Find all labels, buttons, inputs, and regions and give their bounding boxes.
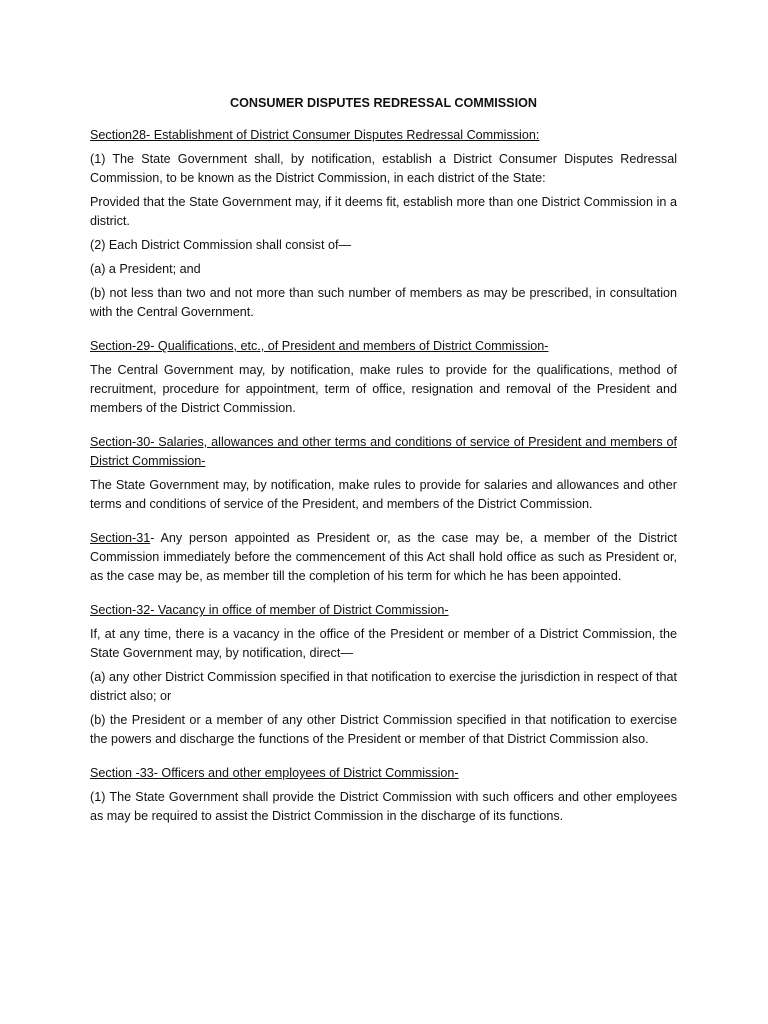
section-29-para-1: The Central Government may, by notification, make rules to provide for the qualifications, method of recruitment, procedure for appointment, term of office, resignation and removal of the President and members of the District Commission. bbox=[90, 363, 677, 415]
section-28-para-3: (2) Each District Commission shall consist of— bbox=[90, 238, 352, 252]
section-31-text: - Any person appointed as President or, as the case may be, a member of the District Commission immediately before the commencement of this Act shall hold office as such as President or, as the case may be, as member till the completion of his term for which he has been appointed. bbox=[90, 531, 677, 583]
section-28-heading bbox=[90, 126, 677, 145]
section-32-heading-text: Section-32- Vacancy in office of member of District Commission- bbox=[90, 603, 449, 617]
section-31-label: Section-31 bbox=[90, 531, 151, 545]
section-32-para-1: If, at any time, there is a vacancy in the office of the President or member of a District Commission, the State Government may, by notification, direct— bbox=[90, 627, 677, 660]
section-33-heading bbox=[90, 764, 677, 783]
section-30-heading-text: Section-30- Salaries, allowances and other terms and conditions of service of President and members of District Commission- bbox=[90, 435, 677, 468]
section-31-paragraph bbox=[90, 529, 677, 586]
spacer bbox=[90, 519, 677, 529]
section-32-para-2: (a) any other District Commission specified in that notification to exercise the jurisdiction in respect of that district also; or bbox=[90, 670, 677, 703]
section-32-para-3: (b) the President or a member of any other District Commission specified in that notification to exercise the powers and discharge the functions of the President or member of that District Commission also. bbox=[90, 713, 677, 746]
section-33-para-1: (1) The State Government shall provide the District Commission with such officers and other employees as may be required to assist the District Commission in the discharge of its functions. bbox=[90, 790, 677, 823]
spacer bbox=[90, 423, 677, 433]
document-page bbox=[90, 94, 677, 831]
spacer bbox=[90, 754, 677, 764]
section-28-para-5: (b) not less than two and not more than such number of members as may be prescribed, in consultation with the Central Government. bbox=[90, 286, 677, 319]
section-29-heading bbox=[90, 337, 677, 356]
section-29-heading-text: Section-29- Qualifications, etc., of President and members of District Commission- bbox=[90, 339, 549, 353]
section-28-para-1: (1) The State Government shall, by notification, establish a District Consumer Disputes Redressal Commission, to be known as the District Commission, in each district of the State: bbox=[90, 152, 677, 185]
section-28-para-2: Provided that the State Government may, if it deems fit, establish more than one District Commission in a district. bbox=[90, 195, 677, 228]
section-33-heading-text: Section -33- Officers and other employees of District Commission- bbox=[90, 766, 459, 780]
section-30-heading bbox=[90, 433, 677, 471]
spacer bbox=[90, 591, 677, 601]
section-30-para-1: The State Government may, by notification, make rules to provide for salaries and allowances and other terms and conditions of service of the President, and members of the District Commission. bbox=[90, 478, 677, 511]
section-28-para-4: (a) a President; and bbox=[90, 262, 201, 276]
section-28-heading-text: Section28- Establishment of District Consumer Disputes Redressal Commission: bbox=[90, 128, 540, 142]
spacer bbox=[90, 327, 677, 337]
section-32-heading bbox=[90, 601, 677, 620]
document-title: CONSUMER DISPUTES REDRESSAL COMMISSION bbox=[230, 96, 537, 110]
